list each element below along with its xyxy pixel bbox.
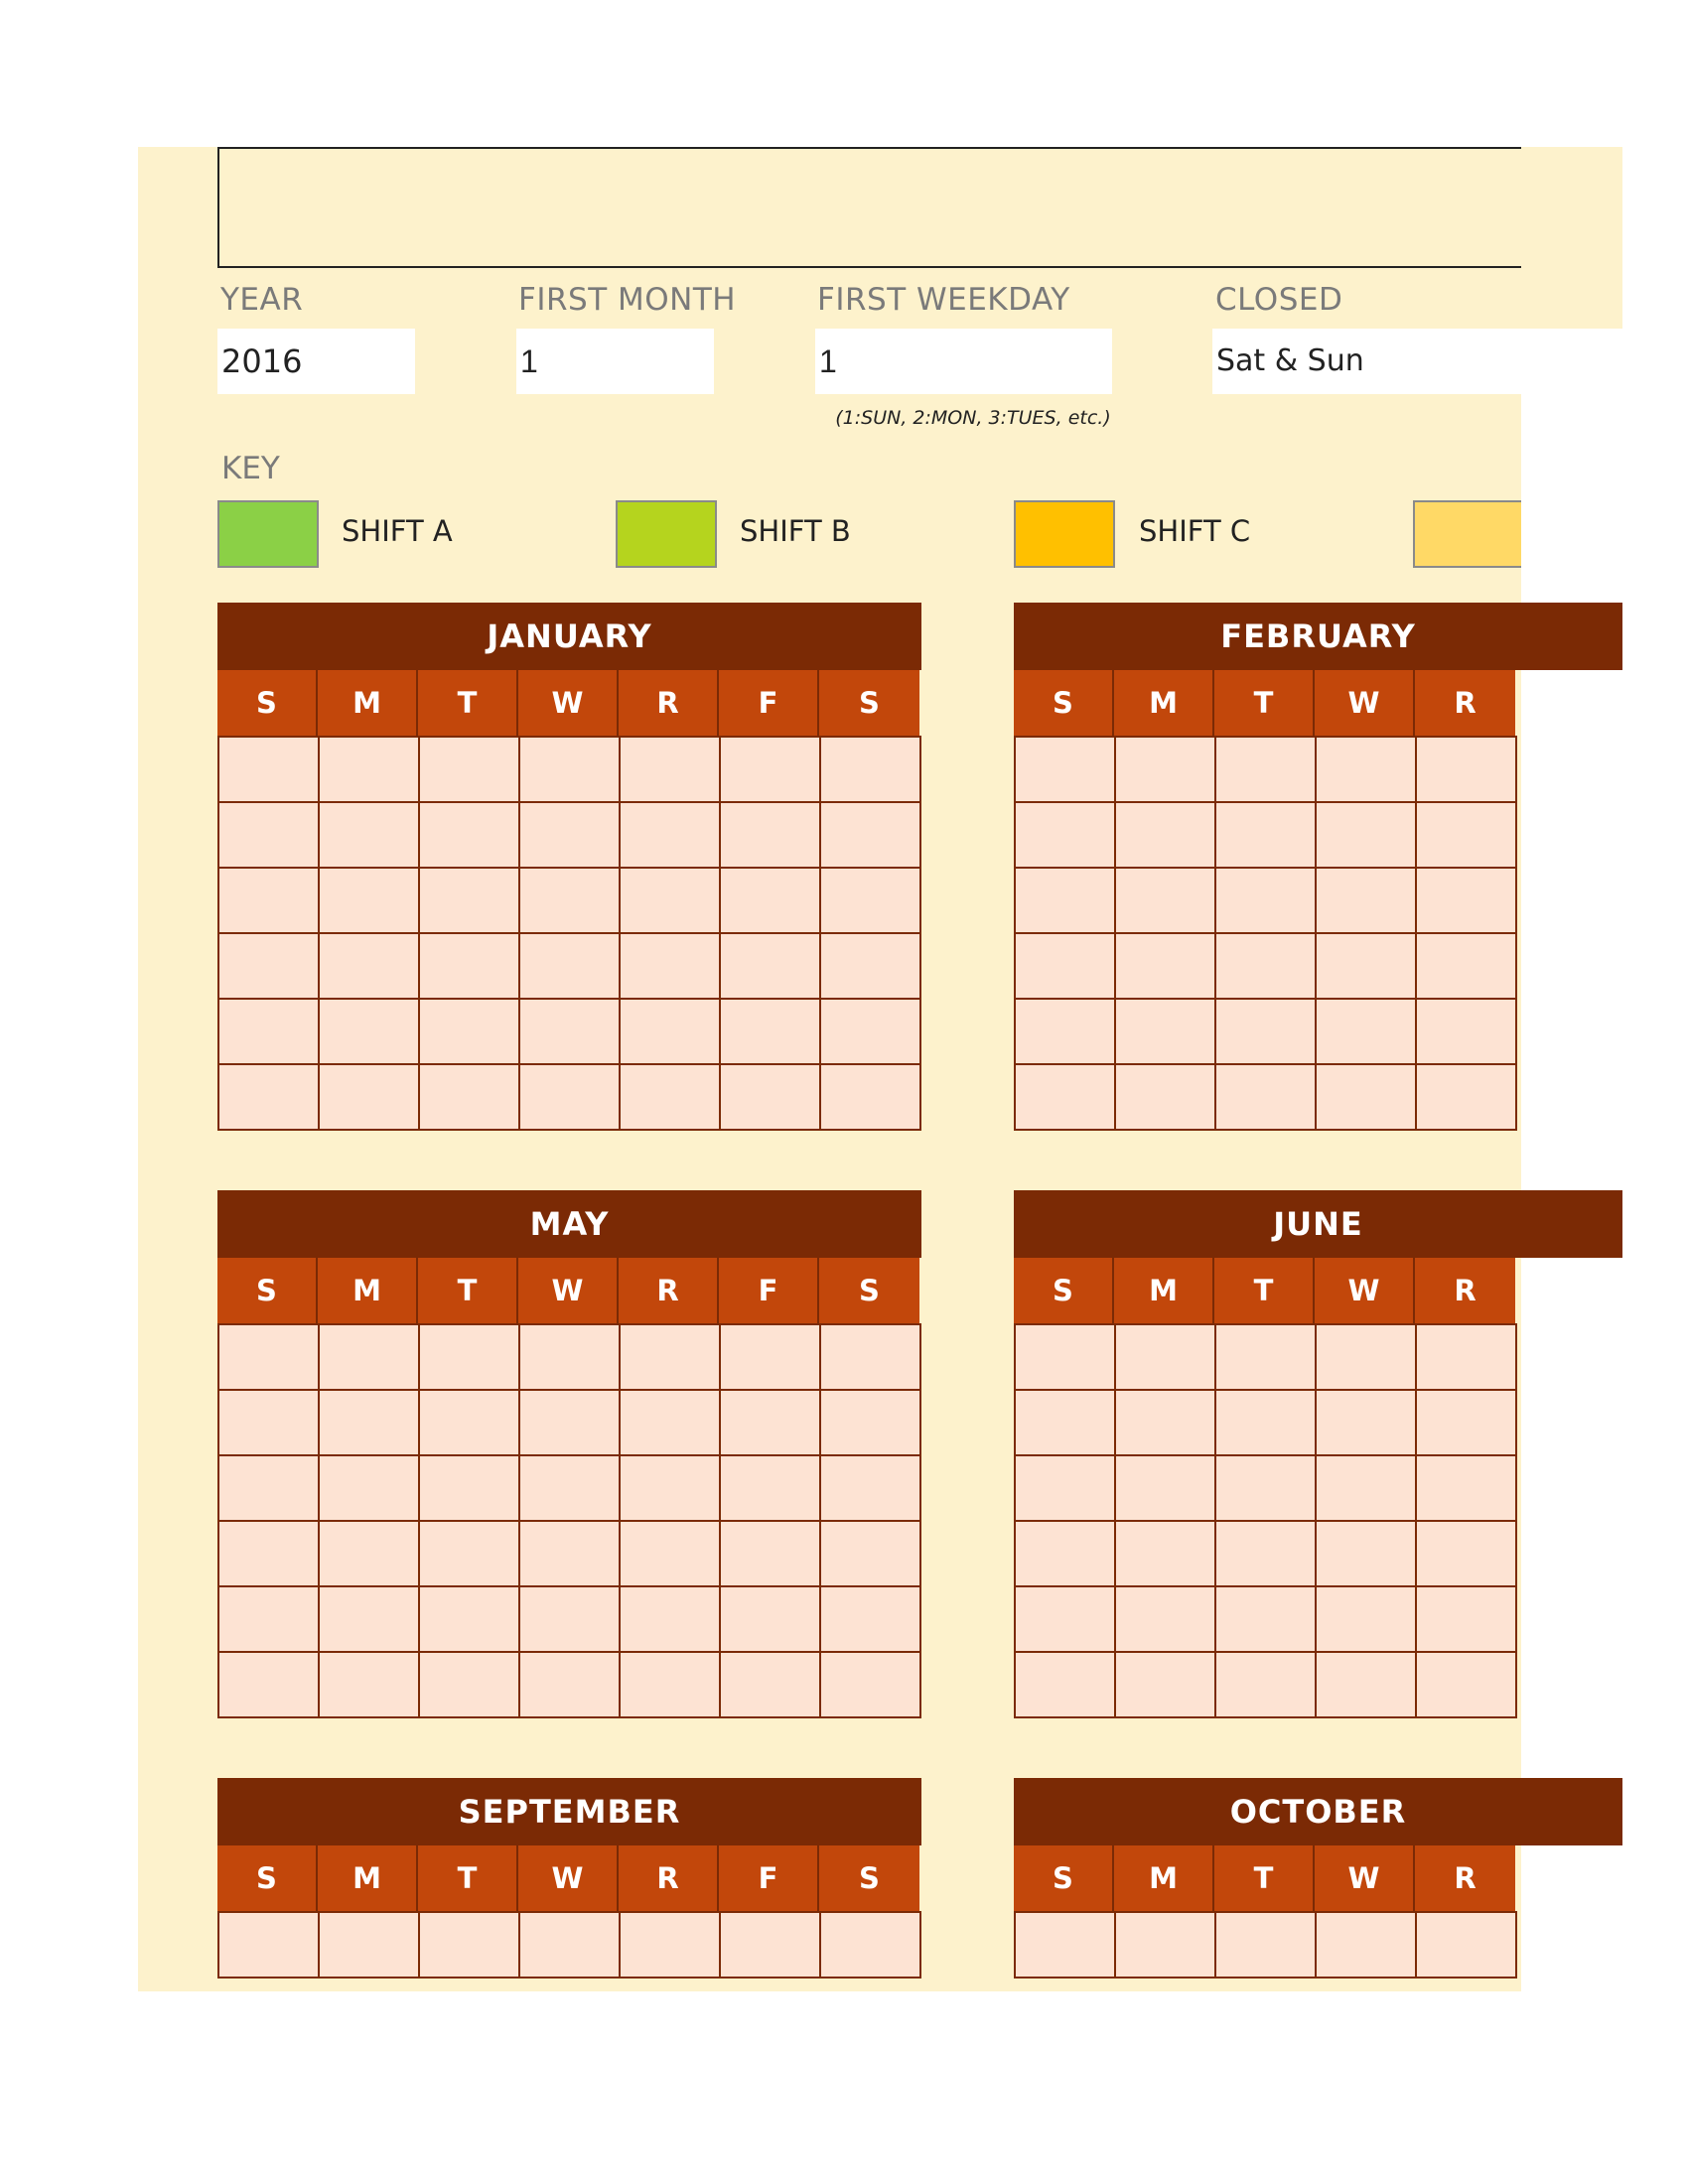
day-grid	[217, 736, 921, 1131]
day-header: S	[1014, 1258, 1114, 1323]
day-cell[interactable]	[420, 738, 520, 803]
day-header: S	[819, 1845, 919, 1911]
week-row	[219, 1456, 921, 1522]
week-row	[1016, 1456, 1517, 1522]
day-headers	[217, 1845, 919, 1911]
day-cell[interactable]	[520, 1653, 621, 1718]
day-header: S	[819, 1258, 919, 1323]
day-cell[interactable]	[621, 1522, 721, 1587]
day-cell[interactable]	[219, 1000, 320, 1065]
week-row	[219, 1065, 921, 1131]
day-cell[interactable]	[1317, 1456, 1417, 1522]
closed-label: CLOSED	[1215, 282, 1343, 318]
day-header: M	[318, 670, 418, 736]
day-cell[interactable]	[1116, 738, 1216, 803]
day-header: S	[217, 670, 318, 736]
day-cell[interactable]	[721, 1653, 821, 1718]
year-label: YEAR	[220, 282, 304, 318]
day-header: M	[318, 1258, 418, 1323]
day-cell[interactable]	[520, 1587, 621, 1653]
day-cell[interactable]	[621, 1653, 721, 1718]
day-header: F	[719, 670, 819, 736]
day-cell[interactable]	[520, 1913, 621, 1979]
day-header: M	[1114, 670, 1214, 736]
shift-a-label: SHIFT A	[342, 514, 453, 548]
day-cell[interactable]	[821, 1913, 921, 1979]
day-cell[interactable]	[219, 1522, 320, 1587]
month-title-june: JUNE	[1014, 1190, 1622, 1258]
day-cell[interactable]	[621, 738, 721, 803]
day-cell[interactable]	[1016, 1000, 1116, 1065]
first-weekday-field[interactable]: 1	[815, 329, 1112, 394]
day-cell[interactable]	[621, 1913, 721, 1979]
day-header: W	[1315, 670, 1415, 736]
day-cell[interactable]	[621, 1325, 721, 1391]
week-row	[219, 738, 921, 803]
day-header: R	[1415, 670, 1515, 736]
day-cell[interactable]	[219, 1653, 320, 1718]
day-cell[interactable]	[420, 1391, 520, 1456]
day-cell[interactable]	[520, 803, 621, 869]
day-cell[interactable]	[1317, 1325, 1417, 1391]
day-cell[interactable]	[1216, 1325, 1317, 1391]
day-cell[interactable]	[320, 1456, 420, 1522]
day-cell[interactable]	[1216, 1391, 1317, 1456]
day-cell[interactable]	[1417, 1325, 1517, 1391]
day-header: S	[1014, 670, 1114, 736]
day-cell[interactable]	[721, 1913, 821, 1979]
day-cell[interactable]	[420, 1587, 520, 1653]
day-cell[interactable]	[520, 1065, 621, 1131]
day-cell[interactable]	[721, 1000, 821, 1065]
week-row	[1016, 803, 1517, 869]
sheet-background-extension	[1521, 147, 1622, 329]
day-cell[interactable]	[1116, 934, 1216, 1000]
day-header: S	[1014, 1845, 1114, 1911]
shift-b-swatch	[616, 500, 717, 568]
day-cell[interactable]	[1016, 738, 1116, 803]
week-row	[219, 1522, 921, 1587]
day-cell[interactable]	[821, 934, 921, 1000]
day-cell[interactable]	[821, 1325, 921, 1391]
day-header: T	[418, 1258, 518, 1323]
week-row	[219, 1653, 921, 1718]
day-cell[interactable]	[1216, 1456, 1317, 1522]
day-cell[interactable]	[1317, 1587, 1417, 1653]
month-title-february: FEBRUARY	[1014, 603, 1622, 670]
day-cell[interactable]	[821, 869, 921, 934]
day-header: T	[1214, 670, 1315, 736]
day-header: M	[1114, 1258, 1214, 1323]
day-header: T	[418, 670, 518, 736]
day-cell[interactable]	[821, 1653, 921, 1718]
day-cell[interactable]	[821, 803, 921, 869]
day-cell[interactable]	[621, 1587, 721, 1653]
day-cell[interactable]	[1317, 1522, 1417, 1587]
closed-field[interactable]: Sat & Sun	[1212, 329, 1622, 394]
day-headers	[1014, 670, 1515, 736]
day-cell[interactable]	[621, 934, 721, 1000]
day-cell[interactable]	[420, 1522, 520, 1587]
week-row	[1016, 1653, 1517, 1718]
day-cell[interactable]	[219, 1065, 320, 1131]
title-field[interactable]	[217, 147, 1521, 268]
day-cell[interactable]	[721, 869, 821, 934]
day-cell[interactable]	[320, 1522, 420, 1587]
day-cell[interactable]	[821, 738, 921, 803]
day-cell[interactable]	[1216, 869, 1317, 934]
day-header: R	[619, 670, 719, 736]
first-weekday-hint: (1:SUN, 2:MON, 3:TUES, etc.)	[835, 407, 1111, 429]
day-cell[interactable]	[1417, 869, 1517, 934]
day-header: W	[1315, 1258, 1415, 1323]
day-cell[interactable]	[1016, 934, 1116, 1000]
shift-b-label: SHIFT B	[740, 514, 851, 548]
day-header: T	[418, 1845, 518, 1911]
day-header: W	[518, 1258, 619, 1323]
day-cell[interactable]	[219, 803, 320, 869]
day-header: T	[1214, 1845, 1315, 1911]
day-header: F	[719, 1258, 819, 1323]
day-header: W	[518, 1845, 619, 1911]
day-cell[interactable]	[1417, 1587, 1517, 1653]
day-cell[interactable]	[420, 1000, 520, 1065]
day-cell[interactable]	[1417, 1456, 1517, 1522]
day-headers	[217, 670, 919, 736]
day-cell[interactable]	[1417, 1522, 1517, 1587]
day-cell[interactable]	[1317, 738, 1417, 803]
day-cell[interactable]	[219, 1391, 320, 1456]
first-month-label: FIRST MONTH	[518, 282, 737, 318]
week-row	[1016, 1065, 1517, 1131]
day-cell[interactable]	[1016, 1325, 1116, 1391]
week-row	[219, 1587, 921, 1653]
day-cell[interactable]	[721, 1587, 821, 1653]
day-cell[interactable]	[1417, 1391, 1517, 1456]
key-label: KEY	[221, 451, 280, 486]
day-header: T	[1214, 1258, 1315, 1323]
day-cell[interactable]	[320, 1913, 420, 1979]
day-cell[interactable]	[420, 869, 520, 934]
day-cell[interactable]	[721, 738, 821, 803]
day-cell[interactable]	[219, 1325, 320, 1391]
day-cell[interactable]	[1116, 1325, 1216, 1391]
day-cell[interactable]	[1016, 1913, 1116, 1979]
week-row	[219, 1391, 921, 1456]
day-cell[interactable]	[721, 1522, 821, 1587]
day-cell[interactable]	[621, 1065, 721, 1131]
day-cell[interactable]	[621, 1391, 721, 1456]
day-cell[interactable]	[1116, 869, 1216, 934]
week-row	[219, 869, 921, 934]
day-header: W	[518, 670, 619, 736]
day-cell[interactable]	[420, 1456, 520, 1522]
day-cell[interactable]	[1417, 934, 1517, 1000]
day-cell[interactable]	[1016, 1587, 1116, 1653]
day-cell[interactable]	[1216, 1000, 1317, 1065]
day-cell[interactable]	[1417, 1653, 1517, 1718]
day-header: F	[719, 1845, 819, 1911]
day-cell[interactable]	[520, 1522, 621, 1587]
day-cell[interactable]	[520, 1391, 621, 1456]
week-row	[1016, 1913, 1517, 1979]
first-month-field[interactable]: 1	[516, 329, 714, 394]
day-grid	[1014, 1323, 1517, 1718]
day-cell[interactable]	[721, 1325, 821, 1391]
day-cell[interactable]	[1317, 1913, 1417, 1979]
week-row	[1016, 934, 1517, 1000]
day-cell[interactable]	[320, 934, 420, 1000]
day-cell[interactable]	[821, 1391, 921, 1456]
day-cell[interactable]	[1216, 934, 1317, 1000]
day-cell[interactable]	[1016, 1653, 1116, 1718]
day-grid	[217, 1323, 921, 1718]
shift-c-swatch	[1014, 500, 1115, 568]
day-cell[interactable]	[1016, 1456, 1116, 1522]
day-header: R	[619, 1845, 719, 1911]
day-cell[interactable]	[1317, 1000, 1417, 1065]
day-cell[interactable]	[1317, 934, 1417, 1000]
day-cell[interactable]	[1216, 803, 1317, 869]
day-header: W	[1315, 1845, 1415, 1911]
day-cell[interactable]	[1216, 1522, 1317, 1587]
day-cell[interactable]	[1417, 1000, 1517, 1065]
month-title-january: JANUARY	[217, 603, 921, 670]
day-cell[interactable]	[721, 803, 821, 869]
day-cell[interactable]	[1317, 869, 1417, 934]
week-row	[1016, 1391, 1517, 1456]
day-cell[interactable]	[420, 1913, 520, 1979]
day-cell[interactable]	[219, 1456, 320, 1522]
day-grid	[1014, 1911, 1517, 1979]
day-header: M	[318, 1845, 418, 1911]
day-cell[interactable]	[320, 1587, 420, 1653]
day-cell[interactable]	[1216, 1065, 1317, 1131]
day-cell[interactable]	[721, 934, 821, 1000]
day-cell[interactable]	[1317, 1391, 1417, 1456]
day-cell[interactable]	[1417, 738, 1517, 803]
day-cell[interactable]	[320, 869, 420, 934]
day-cell[interactable]	[1116, 803, 1216, 869]
day-cell[interactable]	[1417, 1065, 1517, 1131]
day-cell[interactable]	[1016, 869, 1116, 934]
day-cell[interactable]	[621, 1456, 721, 1522]
day-cell[interactable]	[1317, 803, 1417, 869]
day-cell[interactable]	[721, 1065, 821, 1131]
day-cell[interactable]	[420, 803, 520, 869]
day-cell[interactable]	[721, 1456, 821, 1522]
day-cell[interactable]	[1417, 1913, 1517, 1979]
week-row	[219, 934, 921, 1000]
day-cell[interactable]	[1116, 1653, 1216, 1718]
day-cell[interactable]	[821, 1587, 921, 1653]
day-cell[interactable]	[1116, 1913, 1216, 1979]
week-row	[219, 1913, 921, 1979]
day-cell[interactable]	[1116, 1522, 1216, 1587]
day-cell[interactable]	[1216, 1913, 1317, 1979]
day-cell[interactable]	[621, 1000, 721, 1065]
week-row	[219, 803, 921, 869]
shift-d-swatch	[1413, 500, 1521, 568]
week-row	[1016, 1522, 1517, 1587]
day-cell[interactable]	[821, 1000, 921, 1065]
day-headers	[1014, 1258, 1515, 1323]
day-cell[interactable]	[1317, 1653, 1417, 1718]
week-row	[219, 1325, 921, 1391]
day-header: S	[217, 1845, 318, 1911]
day-headers	[217, 1258, 919, 1323]
month-title-october: OCTOBER	[1014, 1778, 1622, 1845]
day-cell[interactable]	[821, 1522, 921, 1587]
day-cell[interactable]	[320, 803, 420, 869]
day-cell[interactable]	[219, 738, 320, 803]
day-cell[interactable]	[520, 738, 621, 803]
day-cell[interactable]	[219, 869, 320, 934]
day-cell[interactable]	[420, 1653, 520, 1718]
day-cell[interactable]	[621, 803, 721, 869]
shift-a-swatch	[217, 500, 319, 568]
day-header: R	[619, 1258, 719, 1323]
day-header: R	[1415, 1258, 1515, 1323]
day-cell[interactable]	[1116, 1000, 1216, 1065]
week-row	[1016, 869, 1517, 934]
day-header: M	[1114, 1845, 1214, 1911]
day-cell[interactable]	[420, 934, 520, 1000]
day-cell[interactable]	[320, 1653, 420, 1718]
day-cell[interactable]	[219, 1587, 320, 1653]
day-cell[interactable]	[520, 1325, 621, 1391]
week-row	[219, 1000, 921, 1065]
month-title-september: SEPTEMBER	[217, 1778, 921, 1845]
day-header: S	[819, 670, 919, 736]
day-cell[interactable]	[1016, 1391, 1116, 1456]
day-cell[interactable]	[1317, 1065, 1417, 1131]
day-cell[interactable]	[721, 1391, 821, 1456]
day-cell[interactable]	[821, 1065, 921, 1131]
week-row	[1016, 1587, 1517, 1653]
day-cell[interactable]	[1116, 1456, 1216, 1522]
day-cell[interactable]	[1016, 1065, 1116, 1131]
year-field[interactable]: 2016	[217, 329, 415, 394]
day-cell[interactable]	[1016, 1522, 1116, 1587]
day-cell[interactable]	[1116, 1391, 1216, 1456]
day-cell[interactable]	[1116, 1065, 1216, 1131]
day-grid	[1014, 736, 1517, 1131]
day-cell[interactable]	[420, 1325, 520, 1391]
day-cell[interactable]	[1216, 738, 1317, 803]
month-title-may: MAY	[217, 1190, 921, 1258]
day-cell[interactable]	[1016, 803, 1116, 869]
week-row	[1016, 1000, 1517, 1065]
day-cell[interactable]	[1216, 1587, 1317, 1653]
day-cell[interactable]	[1417, 803, 1517, 869]
day-cell[interactable]	[621, 869, 721, 934]
day-cell[interactable]	[219, 934, 320, 1000]
day-cell[interactable]	[520, 869, 621, 934]
day-headers	[1014, 1845, 1515, 1911]
day-header: S	[217, 1258, 318, 1323]
day-grid	[217, 1911, 921, 1979]
shift-c-label: SHIFT C	[1139, 514, 1251, 548]
day-cell[interactable]	[420, 1065, 520, 1131]
day-cell[interactable]	[320, 1000, 420, 1065]
day-cell[interactable]	[520, 1456, 621, 1522]
day-cell[interactable]	[821, 1456, 921, 1522]
day-cell[interactable]	[320, 1391, 420, 1456]
day-cell[interactable]	[1116, 1587, 1216, 1653]
week-row	[1016, 1325, 1517, 1391]
day-cell[interactable]	[219, 1913, 320, 1979]
day-cell[interactable]	[520, 1000, 621, 1065]
day-cell[interactable]	[1216, 1653, 1317, 1718]
first-weekday-label: FIRST WEEKDAY	[817, 282, 1070, 318]
day-cell[interactable]	[320, 1065, 420, 1131]
week-row	[1016, 738, 1517, 803]
day-cell[interactable]	[320, 738, 420, 803]
day-cell[interactable]	[320, 1325, 420, 1391]
day-cell[interactable]	[520, 934, 621, 1000]
day-header: R	[1415, 1845, 1515, 1911]
